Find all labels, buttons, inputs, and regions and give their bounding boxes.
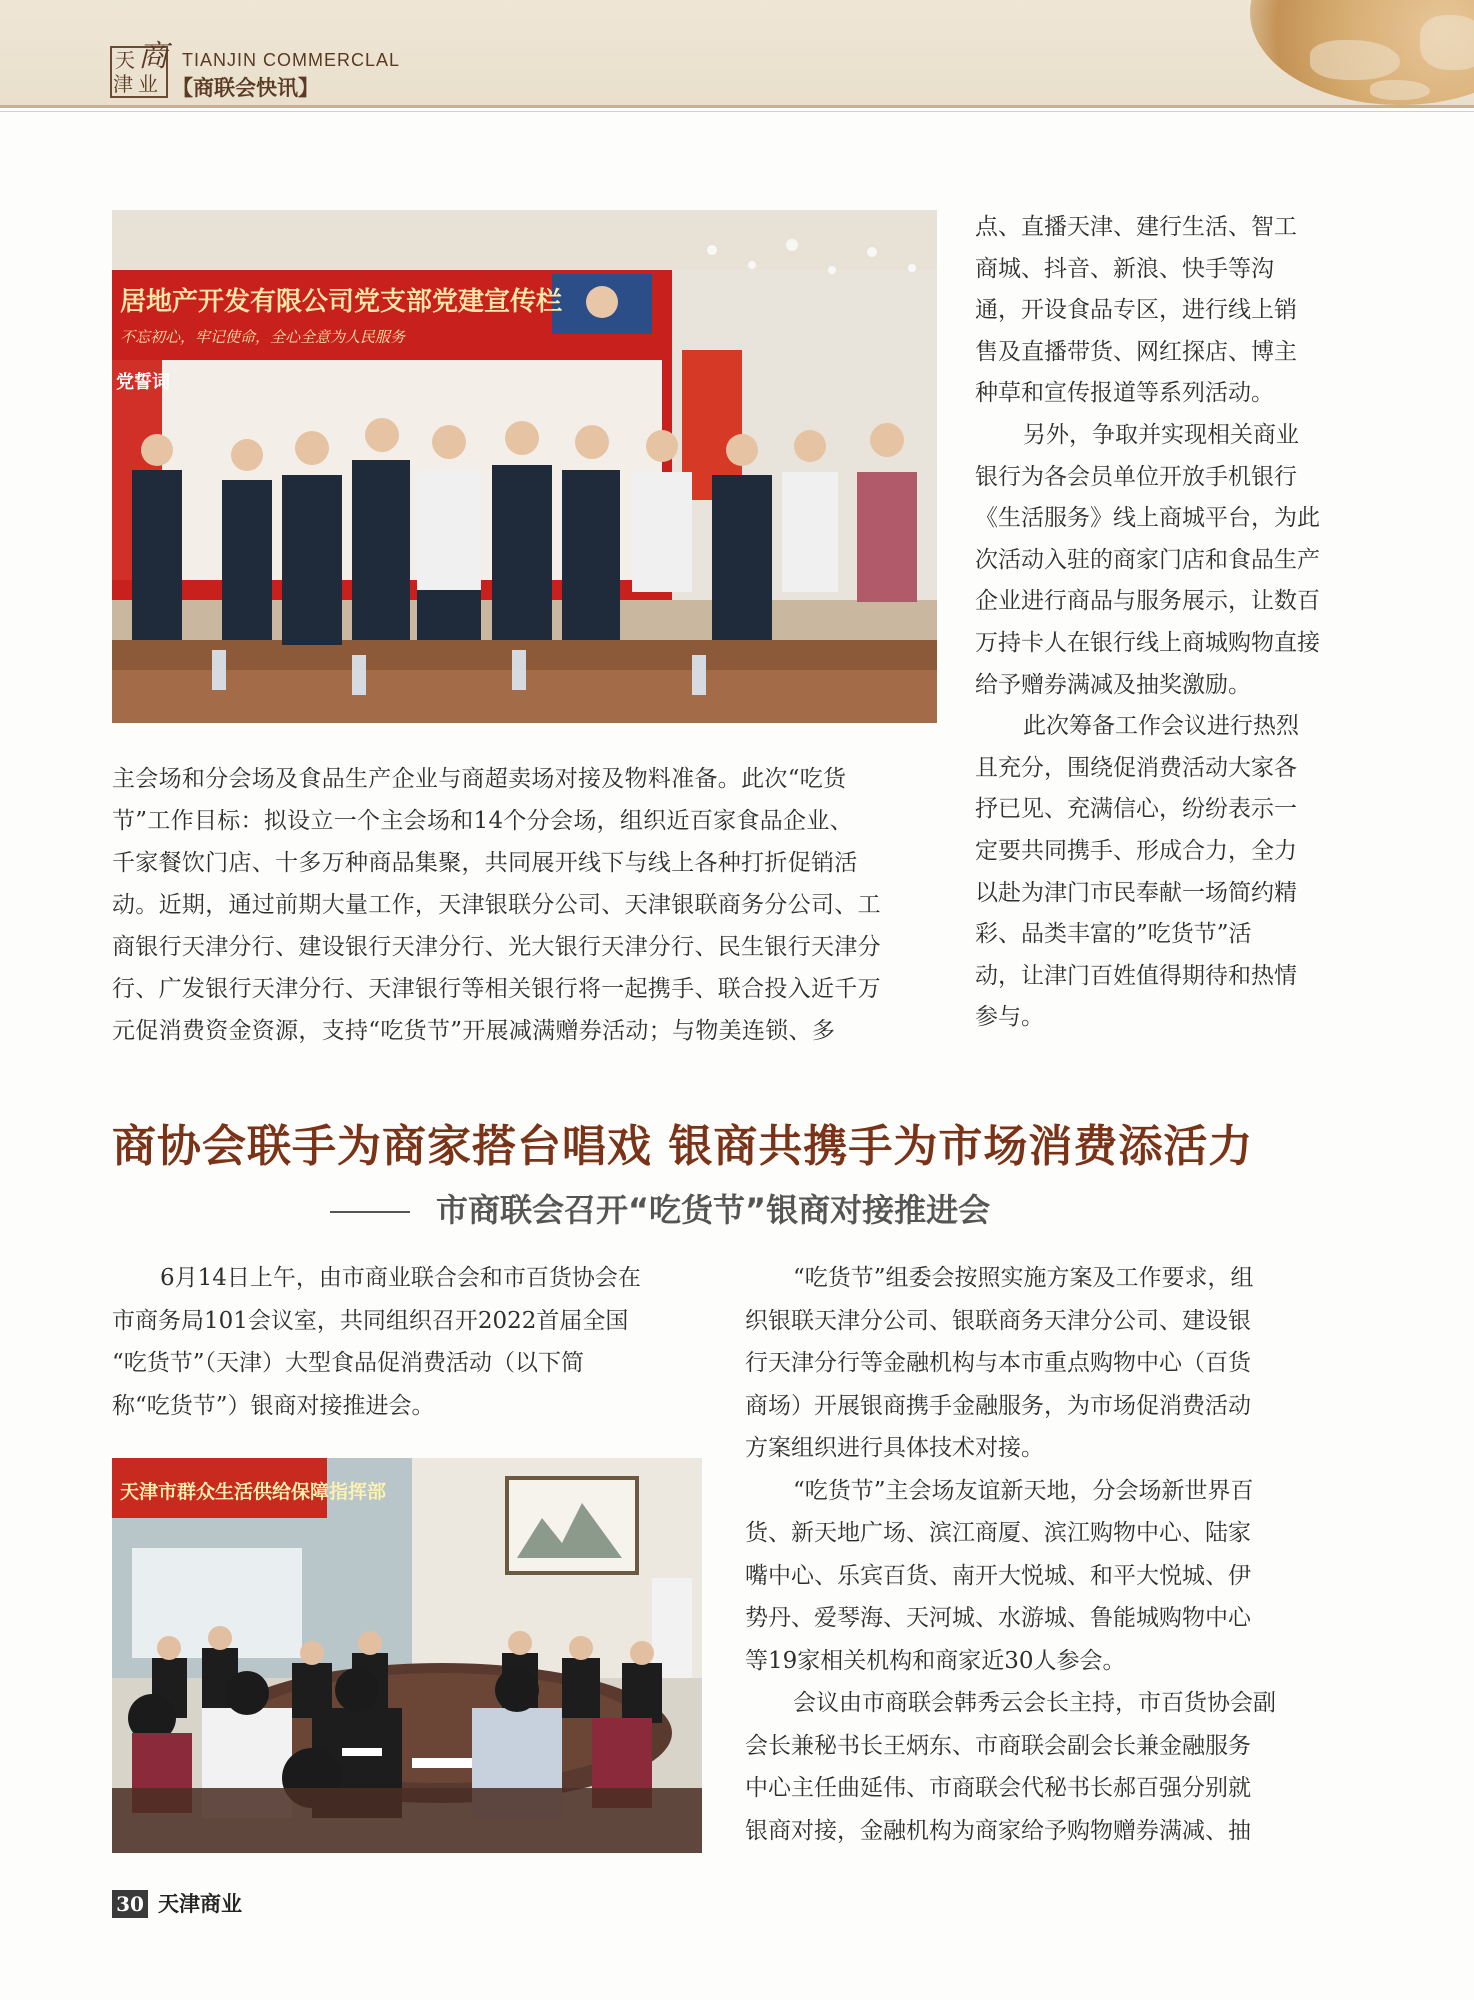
text-line: 给予赠券满减及抽奖激励。	[975, 671, 1251, 698]
text-line: 节”工作目标：拟设立一个主会场和14个分会场，组织近百家食品企业、	[112, 808, 853, 834]
text-line: 方案组织进行具体技术对接。	[745, 1435, 1044, 1461]
text-line: 银商对接，金融机构为商家给予购物赠券满减、抽	[745, 1817, 1251, 1844]
text-line: 点、直播天津、建行生活、智工	[975, 214, 1297, 240]
text-line: 织银联天津分公司、银联商务天津分公司、建设银	[745, 1307, 1251, 1334]
text-line: 元促消费资金资源，支持“吃货节”开展减满赠券活动；与物美连锁、多	[112, 1018, 836, 1044]
text-line: 动。近期，通过前期大量工作，天津银联分公司、天津银联商务分公司、工	[112, 892, 881, 918]
text-line: 抒已见、充满信心，纷纷表示一	[975, 796, 1297, 823]
meeting-photo	[112, 1458, 702, 1853]
text-line: “吃货节”组委会按照实施方案及工作要求，组	[793, 1265, 1254, 1291]
text-line: 商场）开展银商携手金融服务，为市场促消费活动	[745, 1392, 1251, 1419]
text-line: 货、新天地广场、滨江商厦、滨江购物中心、陆家	[745, 1520, 1251, 1546]
header-rule-thin	[0, 111, 1474, 112]
text-line: 市商务局101会议室，共同组织召开2022首届全国	[112, 1307, 629, 1334]
text-line: 会长兼秘书长王炳东、市商联会副会长兼金融服务	[745, 1732, 1251, 1759]
text-line: 次活动入驻的商家门店和食品生产	[975, 546, 1320, 573]
text-line: 另外，争取并实现相关商业	[1023, 421, 1299, 448]
text-line: 行天津分行等金融机构与本市重点购物中心（百货	[745, 1350, 1251, 1376]
text-line: “吃货节”主会场友谊新天地，分会场新世界百	[793, 1477, 1254, 1504]
text-line: 行、广发银行天津分行、天津银行等相关银行将一起携手、联合投入近千万	[112, 976, 881, 1002]
page-number: 30	[112, 1890, 148, 1918]
text-line: 银行为各会员单位开放手机银行	[975, 463, 1297, 490]
logo-char: 天	[115, 48, 135, 72]
header-rule	[0, 105, 1474, 108]
text-line: 主会场和分会场及食品生产企业与商超卖场对接及物料准备。此次“吃货	[112, 766, 847, 792]
text-line: 6月14日上午，由市商业联合会和市百货协会在	[160, 1265, 641, 1291]
logo-char: 商	[138, 39, 168, 74]
text-line: 此次筹备工作会议进行热烈	[1023, 713, 1299, 740]
text-line: 参与。	[975, 1004, 1044, 1031]
text-line: 万持卡人在银行线上商城购物直接	[975, 629, 1320, 656]
group-photo-illustration	[112, 210, 937, 723]
text-line: 势丹、爱琴海、天河城、水游城、鲁能城购物中心	[745, 1605, 1251, 1631]
text-line: 售及直播带货、网红探店、博主	[975, 338, 1297, 365]
text-line: 彩、品类丰富的”吃货节”活	[975, 921, 1252, 948]
text-line: 《生活服务》线上商城平台，为此	[975, 505, 1320, 532]
photo-slogan-text: 不忘初心，牢记使命，全心全意为人民服务	[120, 328, 406, 346]
photo-board-title: 党誓词	[116, 372, 170, 393]
publication-name: 天津商业	[158, 1892, 242, 1916]
text-line: 称“吃货节”）银商对接推进会。	[112, 1392, 435, 1419]
text-line: 种草和宣传报道等系列活动。	[975, 380, 1274, 407]
top-right-column-text	[975, 207, 1340, 1039]
photo-banner-text: 居地产开发有限公司党支部党建宣传栏	[120, 287, 563, 317]
text-line: 商银行天津分行、建设银行天津分行、光大银行天津分行、民生银行天津分	[112, 934, 881, 960]
text-line: 千家餐饮门店、十多万种商品集聚，共同展开线下与线上各种打折促销活	[112, 850, 858, 876]
logo-char: 津	[113, 72, 133, 96]
text-line: 中心主任曲延伟、市商联会代秘书长郝百强分别就	[745, 1775, 1251, 1801]
logo-char: 业	[138, 72, 158, 96]
top-left-body-text	[112, 758, 937, 1052]
text-line: “吃货节”（天津）大型食品促消费活动（以下简	[112, 1350, 585, 1376]
article-intro-text	[112, 1257, 702, 1427]
subhead-dash	[330, 1211, 410, 1213]
text-line: 定要共同携手、形成合力，全力	[975, 837, 1297, 864]
text-line: 嘴中心、乐宾百货、南开大悦城、和平大悦城、伊	[745, 1562, 1251, 1589]
meeting-photo-illustration	[112, 1458, 702, 1853]
article-subheadline	[330, 1185, 990, 1231]
text-line: 等19家相关机构和商家近30人参会。	[745, 1647, 1126, 1674]
text-line: 企业进行商品与服务展示，让数百	[975, 588, 1320, 615]
article-right-column	[745, 1257, 1345, 1852]
magazine-title-en: TIANJIN COMMERCLAL	[182, 50, 401, 70]
article-headline: 商协会联手为商家搭台唱戏 银商共携手为市场消费添活力	[112, 1121, 1254, 1172]
text-line: 商城、抖音、新浪、快手等沟	[975, 255, 1274, 282]
meeting-banner-text: 天津市群众生活供给保障指挥部	[120, 1481, 387, 1503]
text-line: 且充分，围绕促消费活动大家各	[975, 754, 1297, 781]
subheadline-text: 市商联会召开“吃货节”银商对接推进会	[436, 1191, 991, 1229]
text-line: 以赴为津门市民奉献一场简约精	[975, 879, 1297, 906]
section-tag: 【商联会快讯】	[172, 76, 319, 100]
text-line: 通，开设食品专区，进行线上销	[975, 297, 1297, 324]
group-photo	[112, 210, 937, 723]
text-line: 动，让津门百姓值得期待和热情	[975, 962, 1297, 989]
text-line: 会议由市商联会韩秀云会长主持，市百货协会副	[793, 1690, 1276, 1716]
